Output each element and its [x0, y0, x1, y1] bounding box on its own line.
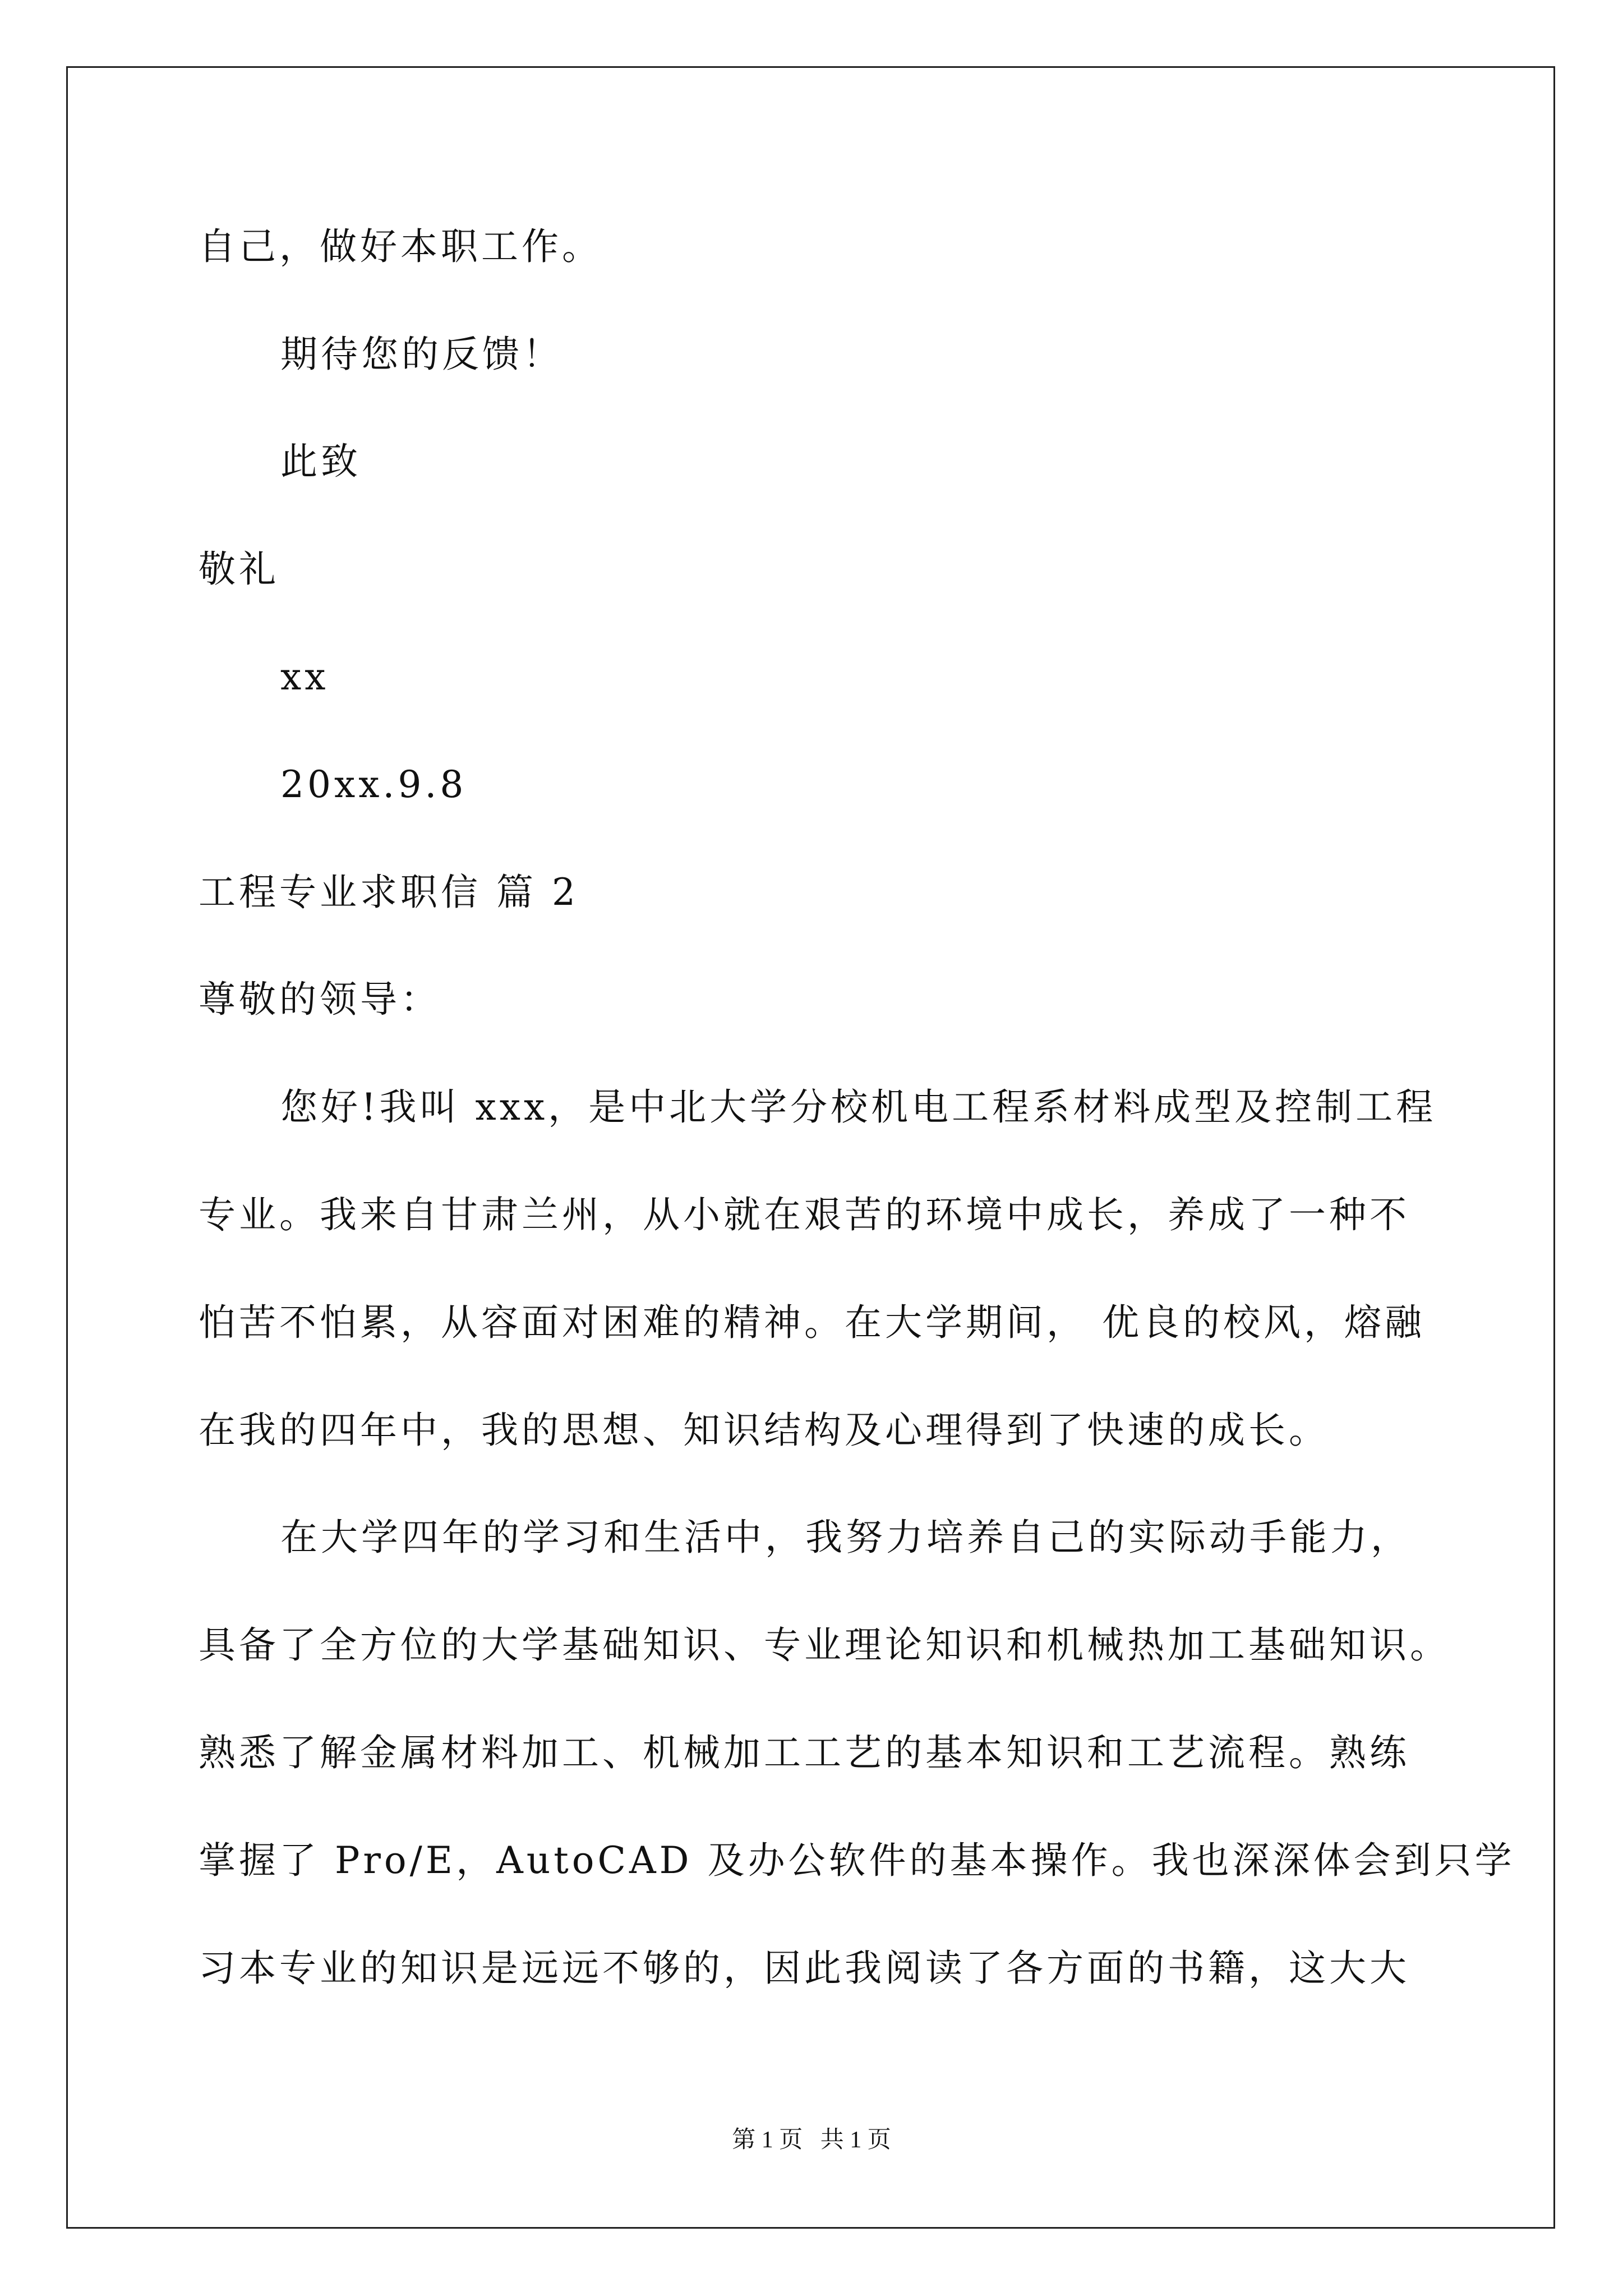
body-line: 掌握了 Pro/E，AutoCAD 及办公软件的基本操作。我也深深体会到只学: [199, 1839, 1515, 1882]
salute: 敬礼: [199, 547, 279, 591]
page-border: [66, 66, 1555, 2229]
body-line: 在大学四年的学习和生活中，我努力培养自己的实际动手能力，: [280, 1516, 1411, 1559]
date: 20xx.9.8: [280, 763, 467, 806]
body-line: 专业。我来自甘肃兰州，从小就在艰苦的环境中成长，养成了一种不: [199, 1193, 1410, 1236]
body-line: 您好!我叫 xxx，是中北大学分校机电工程系材料成型及控制工程: [280, 1085, 1437, 1129]
body-line: 在我的四年中，我的思想、知识结构及心理得到了快速的成长。: [199, 1409, 1329, 1452]
page-footer: 第 1 页 共 1 页: [732, 2127, 891, 2153]
section-heading: 工程专业求职信 篇 2: [199, 871, 579, 914]
body-line: 具备了全方位的大学基础知识、专业理论知识和机械热加工基础知识。: [199, 1623, 1450, 1667]
greeting-close: 此致: [280, 440, 361, 483]
body-line: 怕苦不怕累，从容面对困难的精神。在大学期间， 优良的校风，熔融: [199, 1301, 1425, 1344]
body-line: 熟悉了解金属材料加工、机械加工工艺的基本知识和工艺流程。熟练: [199, 1731, 1410, 1774]
closing-line: 自己，做好本职工作。: [199, 225, 602, 268]
salutation: 尊敬的领导：: [199, 978, 441, 1021]
feedback-line: 期待您的反馈！: [280, 333, 563, 376]
signature: xx: [280, 655, 329, 698]
body-line: 习本专业的知识是远远不够的，因此我阅读了各方面的书籍，这大大: [199, 1947, 1410, 1990]
